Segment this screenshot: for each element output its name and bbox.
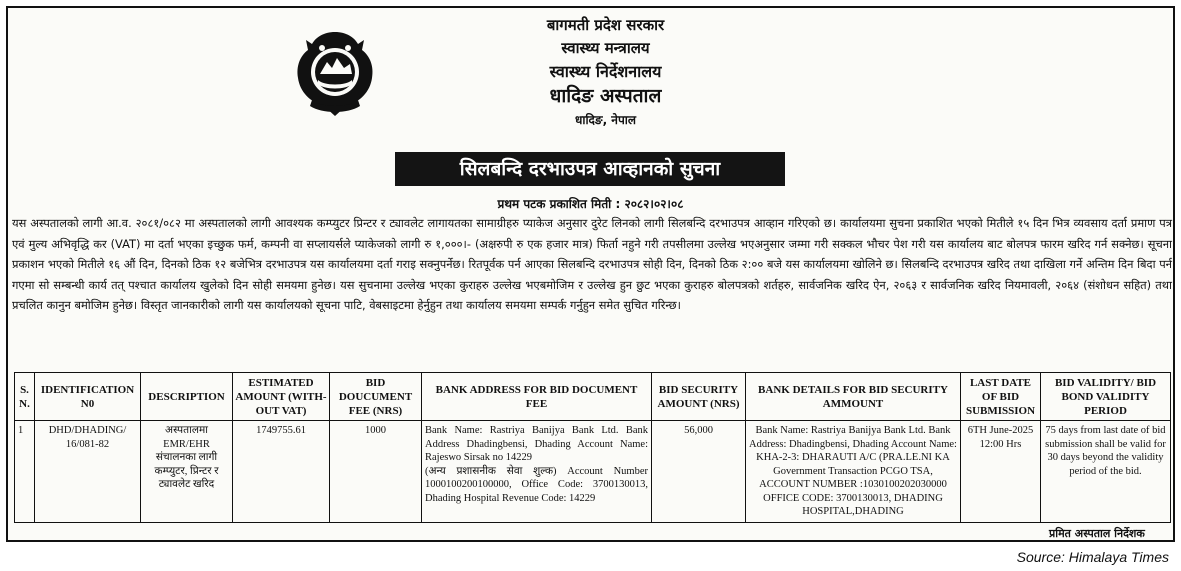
cell-identification: DHD/DHADING/ 16/081-82 (35, 421, 141, 523)
header-bank-details: BANK DETAILS FOR BID SECURITY AMMOUNT (746, 373, 961, 421)
ministry-name: स्वास्थ्य मन्त्रालय (561, 39, 650, 57)
cell-last-date (961, 421, 1041, 523)
header-bid-document-fee: BID DOUCUMENT FEE (NRS) (330, 373, 422, 421)
notice-document (6, 6, 1175, 542)
table-row (15, 421, 1171, 523)
last-time-value: 12:00 Hrs (979, 438, 1022, 450)
notice-title: सिलबन्दि दरभाउपत्र आव्हानको सुचना (395, 152, 785, 186)
bid-table (14, 372, 1171, 523)
province-government: बागमती प्रदेश सरकार (546, 16, 665, 34)
cell-bid-document-fee: 1000 (330, 421, 422, 523)
header-bid-security: BID SECURITY AMOUNT (NRS) (652, 373, 746, 421)
header-identification: IDENTIFICATION N0 (35, 373, 141, 421)
header-last-date: LAST DATE OF BID SUBMISSION (961, 373, 1041, 421)
bank-address-main: Bank Name: Rastriya Banijya Bank Ltd. Bank Address Dhadingbensi, Dhading Account Name: Rajeswo Sirsak no 14229 (425, 425, 648, 463)
cell-validity: 75 days from last date of bid submission shall be valid for 30 days beyond the validity period of the bid. (1041, 421, 1171, 523)
header-validity: BID VALIDITY/ BID BOND VALIDITY PERIOD (1041, 373, 1171, 421)
cell-bank-address (422, 421, 652, 523)
hospital-name: धादिङ अस्पताल (549, 85, 662, 108)
cell-bid-security: 56,000 (652, 421, 746, 523)
signature-title: प्रमित अस्पताल निर्देशक (1049, 527, 1145, 540)
publish-date: प्रथम पटक प्रकाशित मिती : २०८२।०२।०८ (497, 197, 684, 211)
cell-sn: 1 (15, 421, 35, 523)
header-description: DESCRIPTION (141, 373, 233, 421)
notice-body-text: यस अस्पतालको लागी आ.व. २०८१/०८२ मा अस्पतालको लागी आवश्यक कम्प्युटर प्रिन्टर र ट्यावलेट लागायतका सामाग्रीहरु प्याकेज अनुसार दुरेट लिनको लागी सिलबन्दि दरभाउपत्र आव्हान गरिएको छ। कार्यालयमा सुचना प्रकाशित भएको मितीले १५ दिन भित्र व्यवसाय दर्ता प्रमाण पत्र एवं मुल्य अभिवृद्धि कर (VAT) मा दर्ता भएका इच्छुक फर्म, कम्पनी वा सप्लायर्सले प्याकेजको लागी रु १,०००।- (अक्षरुपी रु एक हजार मात्र) फिर्ता नहुने गरी तपसीलमा उल्लेख भएअनुसार जम्मा गरी सक्कल भौचर पेश गरी यस कार्यालय बाट बोलपत्र फारम खरिद गर्न सक्नेछ। सूचना प्रकाशन भएको मितीले १६ औं दिन, दिनको ठिक १२ बजेभित्र दरभाउपत्र यस कार्यालयमा दर्ता गराइ सक्नुपर्नेछ। रितपूर्वक पर्न आएका सिलबन्दि दरभाउपत्र सोही दिन, दिनको ठिक २:०० बजे यस कार्यालयमा खोलिने छ। सिलबन्दि दरभाउपत्र खरिद तथा दाखिला गर्ने अन्तिम दिन बिदा पर्न गएमा सो सम्बन्धी कार्य तत् पश्चात कार्यालय खुलेको दिन सोही समयमा हुनेछ। यस सुचनामा उल्लेख भएका कुराहरु उल्लेख भएबमोजिम र उल्लेख हुन छुट भएका कुराहरु बोलपत्रको शर्तहरु, सार्वजनिक खरिद ऐन, २०६३ र सार्वजनिक खरिद नियमावली, २०६४ (संशोधन सहित) तथा प्रचलित कानुन बमोजिम हुनेछ। विस्तृत जानकारीको लागी यस कार्यालयको सूचना पाटि, वेबसाइटमा हेर्नुहुन तथा कार्यालय समयमा सम्पर्क गर्नुहुन समेत सुचित गरिन्छ। (12, 216, 1172, 312)
directorate-name: स्वास्थ्य निर्देशनालय (549, 62, 662, 81)
cell-estimated-amount: 1749755.61 (233, 421, 330, 523)
source-credit: Source: Himalaya Times (1016, 549, 1169, 565)
hospital-location: धादिङ, नेपाल (574, 112, 637, 127)
cell-description: अस्पतालमा EMR/EHR संचालनका लागी कम्प्युटर, प्रिन्टर र ट्यावलेट खरिद (141, 421, 233, 523)
header-bank-address: BANK ADDRESS FOR BID DOCUMENT FEE (422, 373, 652, 421)
office-header (8, 16, 1173, 127)
header-estimated-amount: ESTIMATED AMOUNT (WITH-OUT VAT) (233, 373, 330, 421)
header-sn: S. N. (15, 373, 35, 421)
table-header-row (15, 373, 1171, 421)
cell-bank-details: Bank Name: Rastriya Banijya Bank Ltd. Bank Address: Dhadingbensi, Dhading Account Name: KHA-2-3: DHARAUTI A/C (PRA.LE.NI KA Government Transaction PCGO TSA, ACCOUNT NUMBER :1030100202030000 OFFICE CODE: 3700130013, DHADING HOSPITAL,DHADING (746, 421, 961, 523)
last-date-value: 6TH June-2025 (967, 425, 1034, 436)
bank-address-revenue: (अन्य प्रशासनीक सेवा शुल्क) Account Number 1000100200100000, Office Code: 3700130013, Dhading Hospital Revenue Code: 14229 (425, 465, 648, 504)
